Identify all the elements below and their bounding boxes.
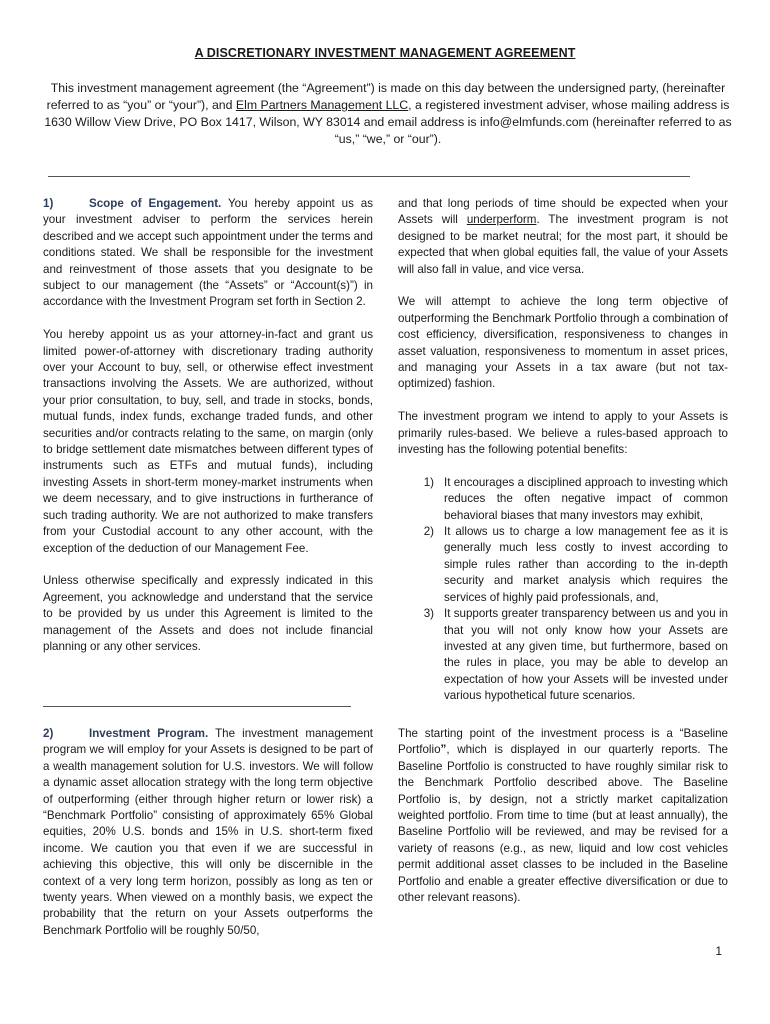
list-item-number: 2) — [423, 525, 434, 539]
section1-paragraph3: Unless otherwise specifically and expressly indicated in this Agreement, you acknowledge and understand that the service to be provided by us under this Agreement is limited to the management of the Assets and does not include financial planning or any other services. — [43, 574, 373, 653]
section1-number: 1) — [43, 197, 54, 210]
section1-paragraph2: You hereby appoint us as your attorney-in-fact and grant us limited power-of-attorney with discretionary trading authority over your Account to buy, sell, or otherwise effect investment transactions involving the Assets. We are authorized, without your prior consultation, to buy, sell, and trade in stocks, bonds, mutual funds, index funds, exchange traded funds, and other securities and/or contracts relating to the same, on margin (only to bridge settlement date mismatches between different types of instruments such as ETFs and mutual funds), including investing Assets in short-term money-market instruments when we deem necessary, and to give instructions in furtherance of such trading authority. We are not authorized to make transfers from your Custodial account to any other account, with the exception of the deduction of our Management Fee. — [43, 328, 373, 555]
list-item — [398, 524, 728, 606]
benefits-list — [398, 475, 728, 705]
intro-paragraph — [42, 80, 734, 148]
list-item-number: 1) — [423, 475, 434, 489]
right-p4-start: The starting point of the investment process is a “Baseline Portfolio — [398, 727, 728, 757]
section2-number: 2) — [43, 727, 54, 740]
page-number: 1 — [715, 944, 722, 958]
intro-text-start: This investment management agreement (the “Agreement”) is made on this day between the undersigned party, (hereinafter referred to as “you” or “your”), and — [46, 81, 726, 112]
section2-heading: Investment Program. — [89, 727, 209, 740]
left-column — [43, 196, 373, 672]
section2-paragraph1 — [43, 726, 373, 939]
intro-text-end: , a registered investment adviser, whose mailing address is 1630 Willow View Drive, PO Box 1417, Wilson, WY 83014 and email address is info@elmfunds.com (hereinafter referred to as “us,” “we,” or “our”). — [44, 98, 732, 146]
right-column — [398, 196, 728, 721]
list-item-number: 3) — [423, 607, 434, 621]
list-item — [398, 606, 728, 704]
list-item-text: It encourages a disciplined approach to investing which reduces the often negative impact of common behavioral biases that many investors may exhibit, — [444, 475, 728, 522]
header-divider — [48, 176, 690, 177]
right-p1-end: . The investment program is not designed to be market neutral; for the most part, it should be expected that when global equities fall, the value of your Assets will also fall in value, and vice versa. — [398, 213, 728, 276]
right-paragraph2: We will attempt to achieve the long term objective of outperforming the Benchmark Portfolio through a combination of cost efficiency, diversification, responsiveness to changes in asset valuation, responsiveness to momentum in asset prices, and managing your Assets in a tax aware (but not tax-optimized) fashion. — [398, 295, 728, 391]
right-paragraph4 — [398, 726, 728, 906]
section-divider — [43, 706, 351, 707]
section1-paragraph1 — [43, 196, 373, 311]
document-title: A DISCRETIONARY INVESTMENT MANAGEMENT AGREEMENT — [194, 46, 576, 60]
baseline-portfolio-block — [398, 726, 728, 906]
list-item-text: It allows us to charge a low management fee as it is generally much less costly to invest according to simple rules rather than according to the in-depth security and market analysis which requires the services of highly paid professionals, and, — [444, 525, 728, 604]
right-p4-end: , which is displayed in our quarterly reports. The Baseline Portfolio is constructed to have roughly similar risk to the Benchmark Portfolio described above. The Baseline Portfolio is, by design, not a strictly market capitalization weighted portfolio. From time to time (but at least annually), the Baseline Portfolio will be reviewed, and may be revised for a variety of reasons (e.g., as new, liquid and low cost vehicles permit additional asset classes to be included in the Baseline Portfolio and enable a greater effective diversification or due to other relevant reasons). — [398, 743, 728, 905]
list-item-text: It supports greater transparency between us and you in that you will not only know how your Assets are invested at any given time, but furthermore, based on the rules in place, you may be able to develop an expectation of how your Assets will be invested under various hypothetical future scenarios. — [444, 607, 728, 703]
section1-p1-text: You hereby appoint us as your investment adviser to perform the services herein described and we accept such appointment under the terms and conditions stated. We shall be responsible for the investment and reinvestment of those assets that you designate to be subject to our management (the “Assets” or “Account(s)”) in accordance with the Investment Program set forth in Section 2. — [43, 197, 373, 309]
right-p4-bold-quote: ” — [440, 743, 447, 757]
right-paragraph3: The investment program we intend to apply to your Assets is primarily rules-based. We believe a rules-based approach to investing has the following potential benefits: — [398, 410, 728, 457]
section1-heading: Scope of Engagement. — [89, 197, 222, 210]
right-p1-start: and that long periods of time should be expected when your Assets will — [398, 197, 728, 227]
list-item — [398, 475, 728, 524]
right-paragraph1 — [398, 196, 728, 278]
section2-block — [43, 726, 373, 939]
underperform-word: underperform — [466, 213, 537, 227]
section2-p1-text: The investment management program we will employ for your Assets is designed to be part of a wealth management solution for U.S. investors. We will follow a dynamic asset allocation strategy with the long term objective of outperforming (either through higher return or lower risk) a “Benchmark Portfolio” consisting of approximately 65% Global equities, 20% U.S. bonds and 15% in U.S. short-term fixed income. We caution you that even if we are successful in achieving this objective, this will only be discernible in the context of a very long term horizon, possibly as long as ten or twenty years. When viewed on a monthly basis, we expect the probability that the return on your Assets outperforms the Benchmark Portfolio will be roughly 50/50, — [43, 727, 373, 937]
company-name-link[interactable]: Elm Partners Management LLC — [235, 98, 409, 112]
